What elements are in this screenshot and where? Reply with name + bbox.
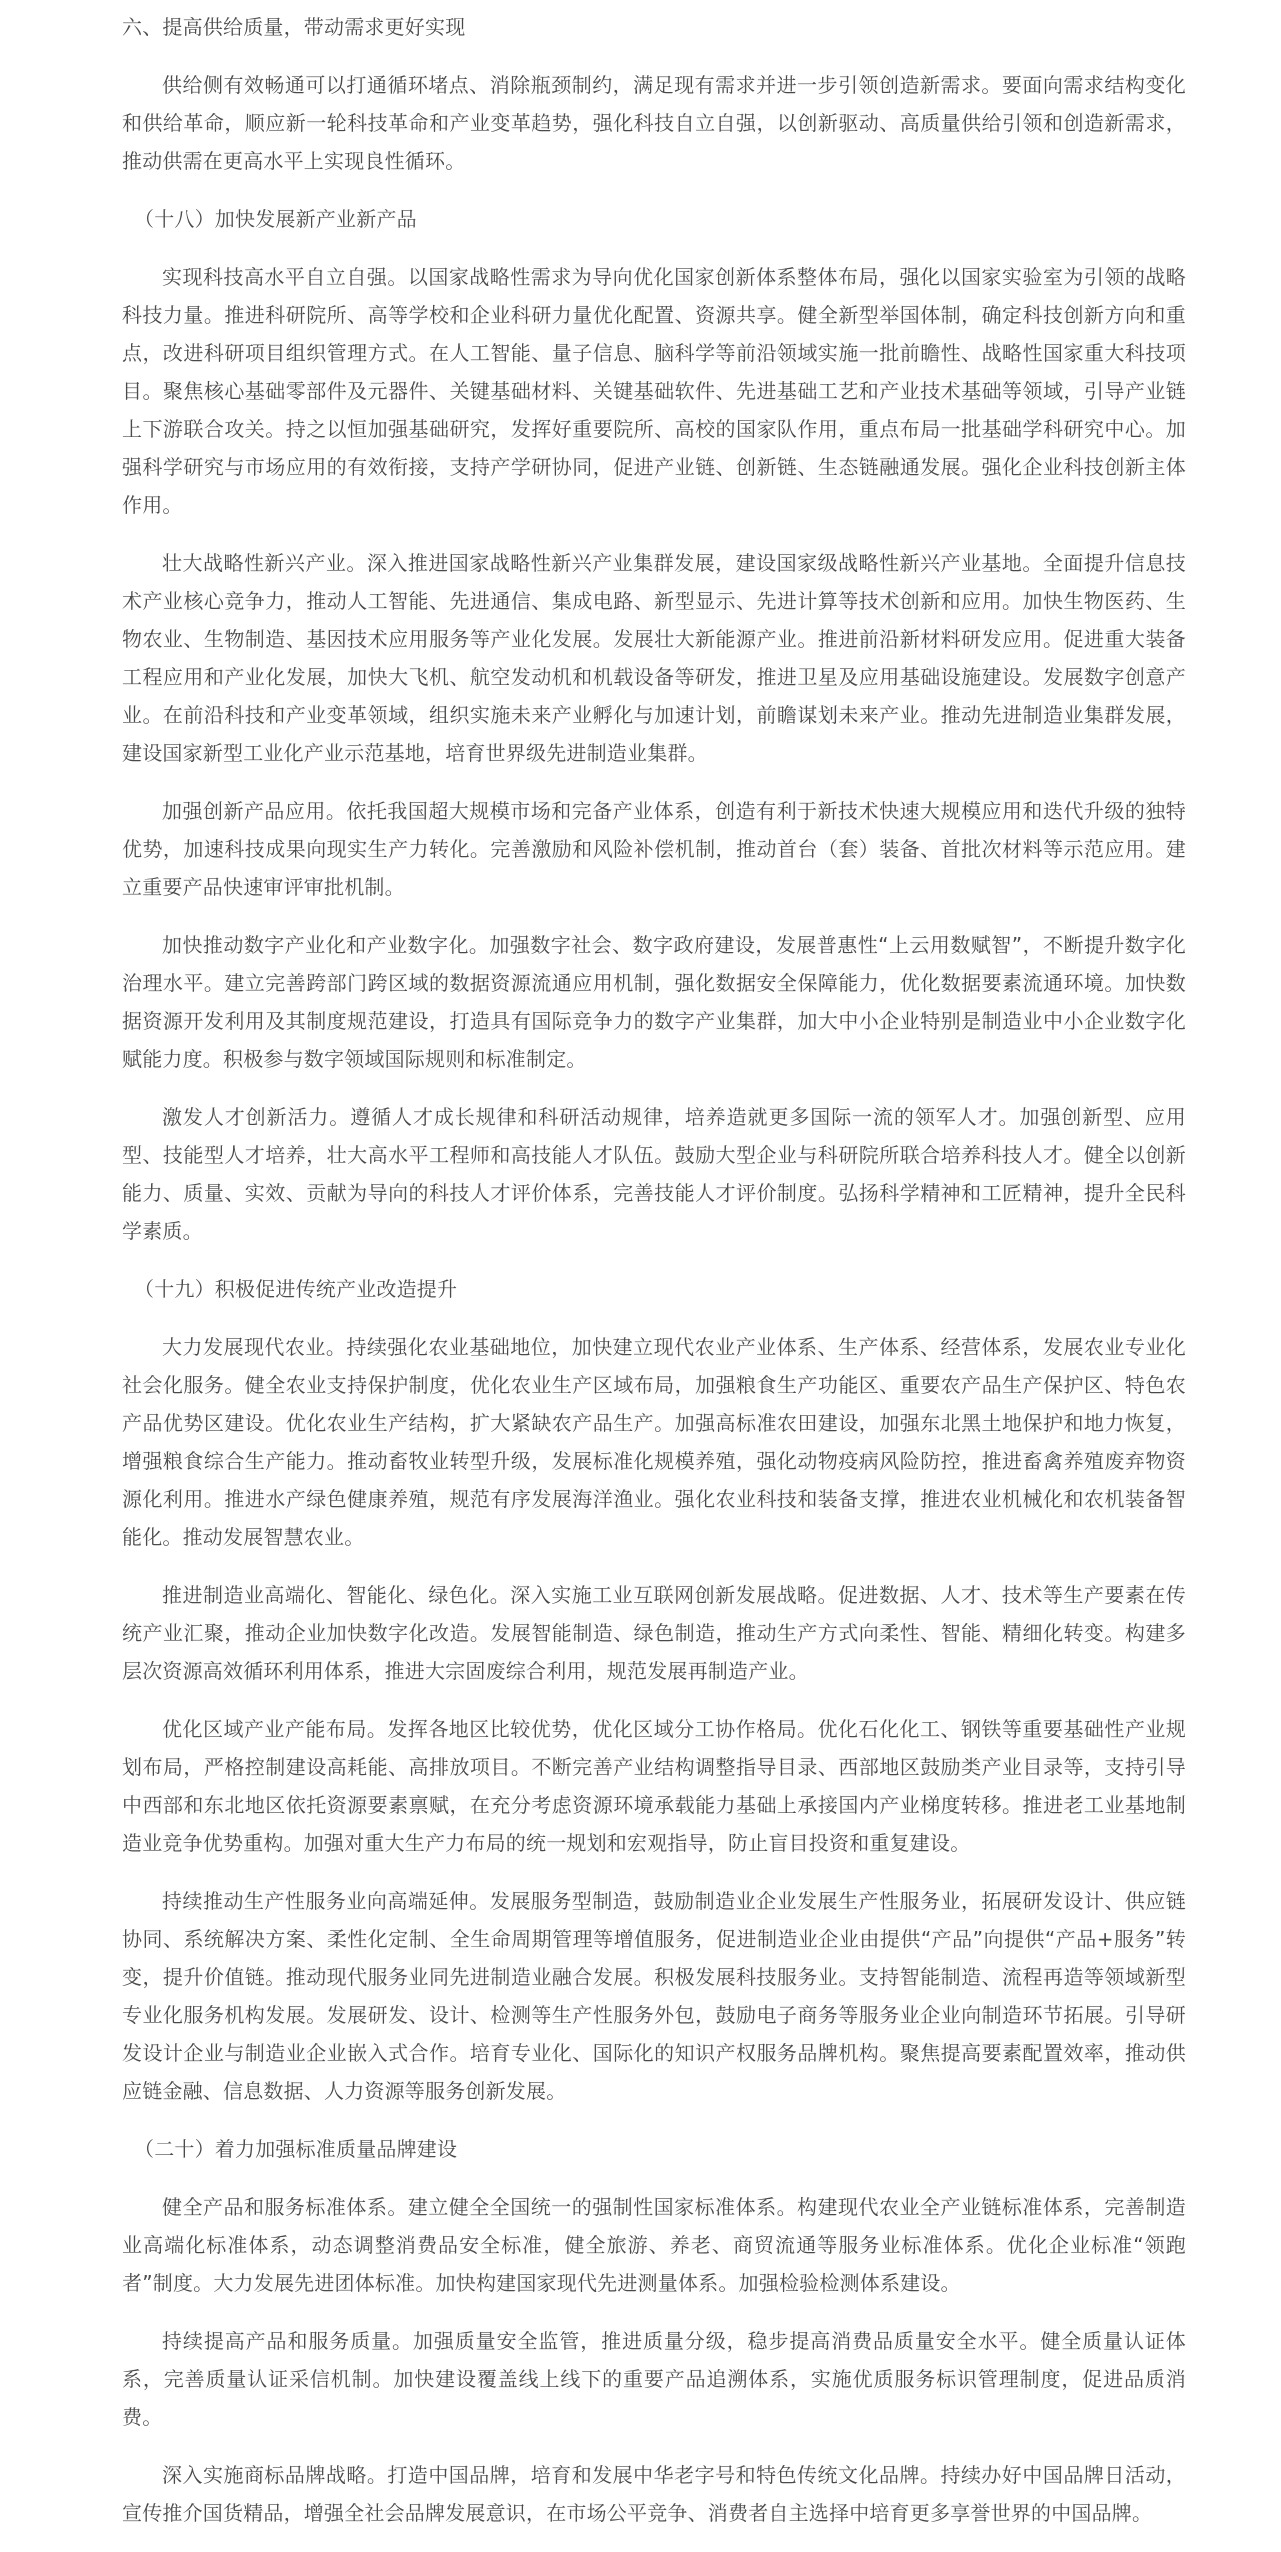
paragraph-18-3: 加强创新产品应用。依托我国超大规模市场和完备产业体系，创造有利于新技术快速大规模应用和迭代升级的独特优势，加速科技成果向现实生产力转化。完善激励和风险补偿机制，推动首台（套）装备、首批次材料等示范应用。建立重要产品快速审评审批机制。 [122, 799, 1186, 899]
paragraph-20-2: 持续提高产品和服务质量。加强质量安全监管，推进质量分级，稳步提高消费品质量安全水平。健全质量认证体系，完善质量认证采信机制。加快建设覆盖线上线下的重要产品追溯体系，实施优质服务标识管理制度，促进品质消费。 [122, 2329, 1186, 2429]
paragraph-18-1: 实现科技高水平自立自强。以国家战略性需求为导向优化国家创新体系整体布局，强化以国家实验室为引领的战略科技力量。推进科研院所、高等学校和企业科研力量优化配置、资源共享。健全新型举国体制，确定科技创新方向和重点，改进科研项目组织管理方式。在人工智能、量子信息、脑科学等前沿领域实施一批前瞻性、战略性国家重大科技项目。聚焦核心基础零部件及元器件、关键基础材料、关键基础软件、先进基础工艺和产业技术基础等领域，引导产业链上下游联合攻关。持之以恒加强基础研究，发挥好重要院所、高校的国家队作用，重点布局一批基础学科研究中心。加强科学研究与市场应用的有效衔接，支持产学研协同，促进产业链、创新链、生态链融通发展。强化企业科技创新主体作用。 [122, 265, 1186, 517]
document-body [122, 8, 1186, 2552]
paragraph-18-4: 加快推动数字产业化和产业数字化。加强数字社会、数字政府建设，发展普惠性“上云用数赋智”，不断提升数字化治理水平。建立完善跨部门跨区域的数据资源流通应用机制，强化数据安全保障能力，优化数据要素流通环境。加快数据资源开发利用及其制度规范建设，打造具有国际竞争力的数字产业集群，加大中小企业特别是制造业中小企业数字化赋能力度。积极参与数字领域国际规则和标准制定。 [122, 933, 1186, 1071]
paragraph-20-3: 深入实施商标品牌战略。打造中国品牌，培育和发展中华老字号和特色传统文化品牌。持续办好中国品牌日活动，宣传推介国货精品，增强全社会品牌发展意识，在市场公平竞争、消费者自主选择中培育更多享誉世界的中国品牌。 [122, 2463, 1186, 2525]
paragraph-19-3: 优化区域产业产能布局。发挥各地区比较优势，优化区域分工协作格局。优化石化化工、钢铁等重要基础性产业规划布局，严格控制建设高耗能、高排放项目。不断完善产业结构调整指导目录、西部地区鼓励类产业目录等，支持引导中西部和东北地区依托资源要素禀赋，在充分考虑资源环境承载能力基础上承接国内产业梯度转移。推进老工业基地制造业竞争优势重构。加强对重大生产力布局的统一规划和宏观指导，防止盲目投资和重复建设。 [122, 1717, 1186, 1855]
subsection-heading-20: （二十）着力加强标准质量品牌建设 [134, 2137, 458, 2161]
paragraph-intro: 供给侧有效畅通可以打通循环堵点、消除瓶颈制约，满足现有需求并进一步引领创造新需求。要面向需求结构变化和供给革命，顺应新一轮科技革命和产业变革趋势，强化科技自立自强，以创新驱动、高质量供给引领和创造新需求，推动供需在更高水平上实现良性循环。 [122, 73, 1186, 173]
paragraph-18-5: 激发人才创新活力。遵循人才成长规律和科研活动规律，培养造就更多国际一流的领军人才。加强创新型、应用型、技能型人才培养，壮大高水平工程师和高技能人才队伍。鼓励大型企业与科研院所联合培养科技人才。健全以创新能力、质量、实效、贡献为导向的科技人才评价体系，完善技能人才评价制度。弘扬科学精神和工匠精神，提升全民科学素质。 [122, 1105, 1186, 1243]
subsection-heading-18: （十八）加快发展新产业新产品 [134, 207, 417, 231]
paragraph-18-2: 壮大战略性新兴产业。深入推进国家战略性新兴产业集群发展，建设国家级战略性新兴产业基地。全面提升信息技术产业核心竞争力，推动人工智能、先进通信、集成电路、新型显示、先进计算等技术创新和应用。加快生物医药、生物农业、生物制造、基因技术应用服务等产业化发展。发展壮大新能源产业。推进前沿新材料研发应用。促进重大装备工程应用和产业化发展，加快大飞机、航空发动机和机载设备等研发，推进卫星及应用基础设施建设。发展数字创意产业。在前沿科技和产业变革领域，组织实施未来产业孵化与加速计划，前瞻谋划未来产业。推动先进制造业集群发展，建设国家新型工业化产业示范基地，培育世界级先进制造业集群。 [122, 551, 1186, 765]
subsection-heading-19: （十九）积极促进传统产业改造提升 [134, 1277, 458, 1301]
paragraph-19-4: 持续推动生产性服务业向高端延伸。发展服务型制造，鼓励制造业企业发展生产性服务业，拓展研发设计、供应链协同、系统解决方案、柔性化定制、全生命周期管理等增值服务，促进制造业企业由提供“产品”向提供“产品+服务”转变，提升价值链。推动现代服务业同先进制造业融合发展。积极发展科技服务业。支持智能制造、流程再造等领域新型专业化服务机构发展。发展研发、设计、检测等生产性服务外包，鼓励电子商务等服务业企业向制造环节拓展。引导研发设计企业与制造业企业嵌入式合作。培育专业化、国际化的知识产权服务品牌机构。聚焦提高要素配置效率，推动供应链金融、信息数据、人力资源等服务创新发展。 [122, 1889, 1186, 2103]
paragraph-19-2: 推进制造业高端化、智能化、绿色化。深入实施工业互联网创新发展战略。促进数据、人才、技术等生产要素在传统产业汇聚，推动企业加快数字化改造。发展智能制造、绿色制造，推动生产方式向柔性、智能、精细化转变。构建多层次资源高效循环利用体系，推进大宗固废综合利用，规范发展再制造产业。 [122, 1583, 1186, 1683]
paragraph-20-1: 健全产品和服务标准体系。建立健全全国统一的强制性国家标准体系。构建现代农业全产业链标准体系，完善制造业高端化标准体系，动态调整消费品安全标准，健全旅游、养老、商贸流通等服务业标准体系。优化企业标准“领跑者”制度。大力发展先进团体标准。加快构建国家现代先进测量体系。加强检验检测体系建设。 [122, 2195, 1186, 2295]
paragraph-19-1: 大力发展现代农业。持续强化农业基础地位，加快建立现代农业产业体系、生产体系、经营体系，发展农业专业化社会化服务。健全农业支持保护制度，优化农业生产区域布局，加强粮食生产功能区、重要农产品生产保护区、特色农产品优势区建设。优化农业生产结构，扩大紧缺农产品生产。加强高标准农田建设，加强东北黑土地保护和地力恢复，增强粮食综合生产能力。推动畜牧业转型升级，发展标准化规模养殖，强化动物疫病风险防控，推进畜禽养殖废弃物资源化利用。推进水产绿色健康养殖，规范有序发展海洋渔业。强化农业科技和装备支撑，推进农业机械化和农机装备智能化。推动发展智慧农业。 [122, 1335, 1186, 1549]
section-heading-6: 六、提高供给质量，带动需求更好实现 [122, 15, 466, 39]
